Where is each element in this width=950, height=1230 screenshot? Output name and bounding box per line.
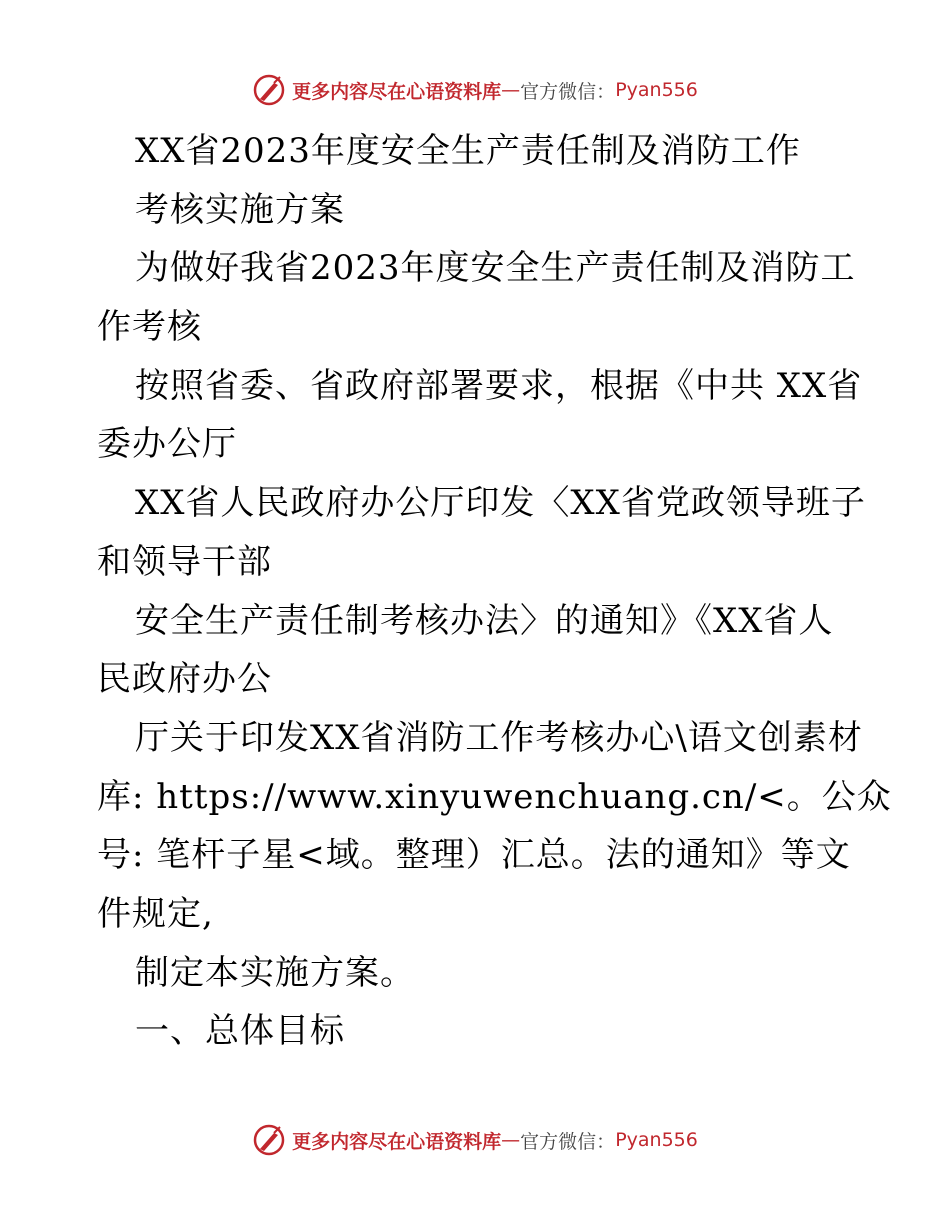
doc-line: 作考核 (97, 307, 202, 348)
quill-pen-logo-icon (252, 1123, 286, 1157)
doc-line: 安全生产责任制考核办法〉的通知》《XX省人 (135, 600, 834, 641)
watermark-text: 更多内容尽在心语资料库 (292, 80, 502, 103)
doc-line: 号: 笔杆子星<域。整理）汇总。法的通知》等文 (97, 835, 851, 876)
doc-line: 一、总体目标 (135, 1011, 345, 1052)
watermark-wechat-label: 官方微信： (520, 1130, 616, 1153)
doc-line: XX省2023年度安全生产责任制及消防工作 (135, 131, 801, 171)
doc-line: XX省人民政府办公厅印发〈XX省党政领导班子 (135, 483, 866, 524)
watermark-text: 更多内容尽在心语资料库 (292, 1130, 502, 1153)
watermark-separator: — (501, 79, 521, 101)
doc-line: 民政府办公 (97, 659, 272, 700)
footer-watermark (0, 1120, 950, 1160)
quill-pen-logo-icon (252, 73, 286, 107)
doc-line: 考核实施方案 (135, 189, 345, 230)
doc-line: 库: https://www.xinyuwenchuang.cn/<。公众 (97, 776, 892, 817)
watermark-wechat-label: 官方微信： (520, 80, 616, 103)
doc-line: 按照省委、省政府部署要求，根据《中共 XX省 (135, 365, 863, 406)
document-body (97, 122, 892, 1061)
doc-line: 和领导干部 (97, 541, 272, 582)
doc-line: 厅关于印发XX省消防工作考核办心\语文创素材 (135, 717, 863, 758)
watermark-wechat-id: Pyan556 (615, 1129, 698, 1151)
doc-line: 件规定, (97, 893, 214, 934)
watermark-separator: — (501, 1129, 521, 1151)
header-watermark (0, 70, 950, 110)
watermark-wechat-id: Pyan556 (615, 79, 698, 101)
doc-line: 委办公厅 (97, 424, 237, 465)
doc-line: 为做好我省2023年度安全生产责任制及消防工 (135, 248, 856, 289)
doc-line: 制定本实施方案。 (135, 952, 415, 993)
